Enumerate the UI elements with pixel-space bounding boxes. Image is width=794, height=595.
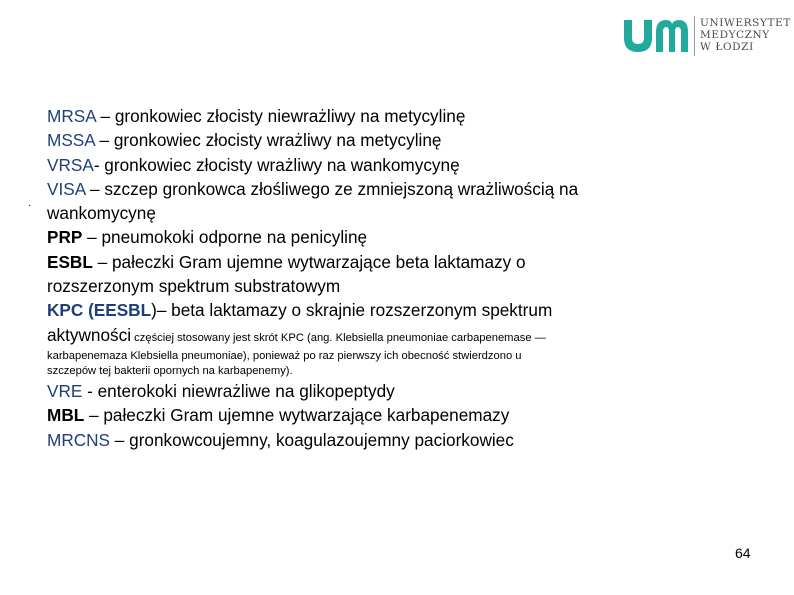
logo-line-3: W ŁODZI xyxy=(700,41,754,53)
desc-mssa: – gronkowiec złocisty wrażliwy na metycylinę xyxy=(94,130,442,151)
list-item-vrsa xyxy=(47,153,727,177)
list-item-esbl xyxy=(47,250,727,274)
list-item-mrcns xyxy=(47,428,727,452)
abbr-kpc: KPC (EESBL xyxy=(47,300,152,321)
logo-line-2: MEDYCZNY xyxy=(700,29,770,41)
desc-vre: - enterokoki niewrażliwe na glikopeptydy xyxy=(82,380,395,401)
desc-kpc: )– beta laktamazy o skrajnie rozszerzonym spektrum xyxy=(151,300,553,321)
abbr-mbl: MBL xyxy=(47,405,85,426)
desc-esbl: – pałeczki Gram ujemne wytwarzające beta laktamazy o xyxy=(92,251,526,272)
um-logo-mark-icon xyxy=(624,20,688,52)
list-item-kpc-cont xyxy=(47,323,727,350)
abbr-mrcns: MRCNS xyxy=(47,429,111,450)
abbr-prp: PRP xyxy=(47,227,83,248)
page-number: 64 xyxy=(735,545,751,561)
abbr-esbl: ESBL xyxy=(47,251,93,272)
desc-mrcns: – gronkowcoujemny, koagulazoujemny paciorkowiec xyxy=(110,429,514,450)
list-item-mbl xyxy=(47,403,727,427)
bullet-marker: · xyxy=(28,200,32,211)
logo-line-1: UNIWERSYTET xyxy=(700,17,791,29)
abbr-mrsa: MRSA xyxy=(47,106,96,126)
university-logo xyxy=(624,14,791,58)
desc-kpc-cont: aktywności xyxy=(47,324,132,345)
desc-prp: – pneumokoki odporne na penicylinę xyxy=(82,227,368,248)
kpc-note-3: szczepów tej bakterii opornych na karbapenemy). xyxy=(47,364,293,377)
desc-mrsa: – gronkowiec złocisty niewrażliwy na metycylinę xyxy=(95,106,466,126)
abbreviation-list xyxy=(47,104,727,452)
abbr-mssa: MSSA xyxy=(47,130,95,151)
kpc-note-2: karbapenemaza Klebsiella pneumoniae), ponieważ po raz pierwszy ich obecność stwierdzono u xyxy=(47,349,522,362)
list-item-visa-cont: wankomycynę xyxy=(47,203,156,224)
list-item-mrsa xyxy=(47,104,727,128)
list-item-mssa xyxy=(47,128,727,152)
abbr-visa: VISA xyxy=(47,178,86,199)
logo-separator xyxy=(694,16,695,56)
kpc-note-1: częściej stosowany jest skrót KPC (ang. Klebsiella pneumoniae carbapenemase — xyxy=(131,331,546,344)
list-item-esbl-cont: rozszerzonym spektrum substratowym xyxy=(47,276,341,297)
desc-visa: – szczep gronkowca złośliwego ze zmniejszoną wrażliwością na xyxy=(85,178,579,199)
desc-vrsa: - gronkowiec złocisty wrażliwy na wankomycynę xyxy=(93,154,460,175)
desc-mbl: – pałeczki Gram ujemne wytwarzające karbapenemazy xyxy=(84,405,510,426)
abbr-vrsa: VRSA xyxy=(47,154,94,175)
logo-wordmark xyxy=(700,17,791,53)
list-item-vre xyxy=(47,379,727,403)
list-item-prp xyxy=(47,225,727,249)
list-item-visa xyxy=(47,177,727,201)
abbr-vre: VRE xyxy=(47,380,83,401)
list-item-kpc xyxy=(47,298,727,322)
